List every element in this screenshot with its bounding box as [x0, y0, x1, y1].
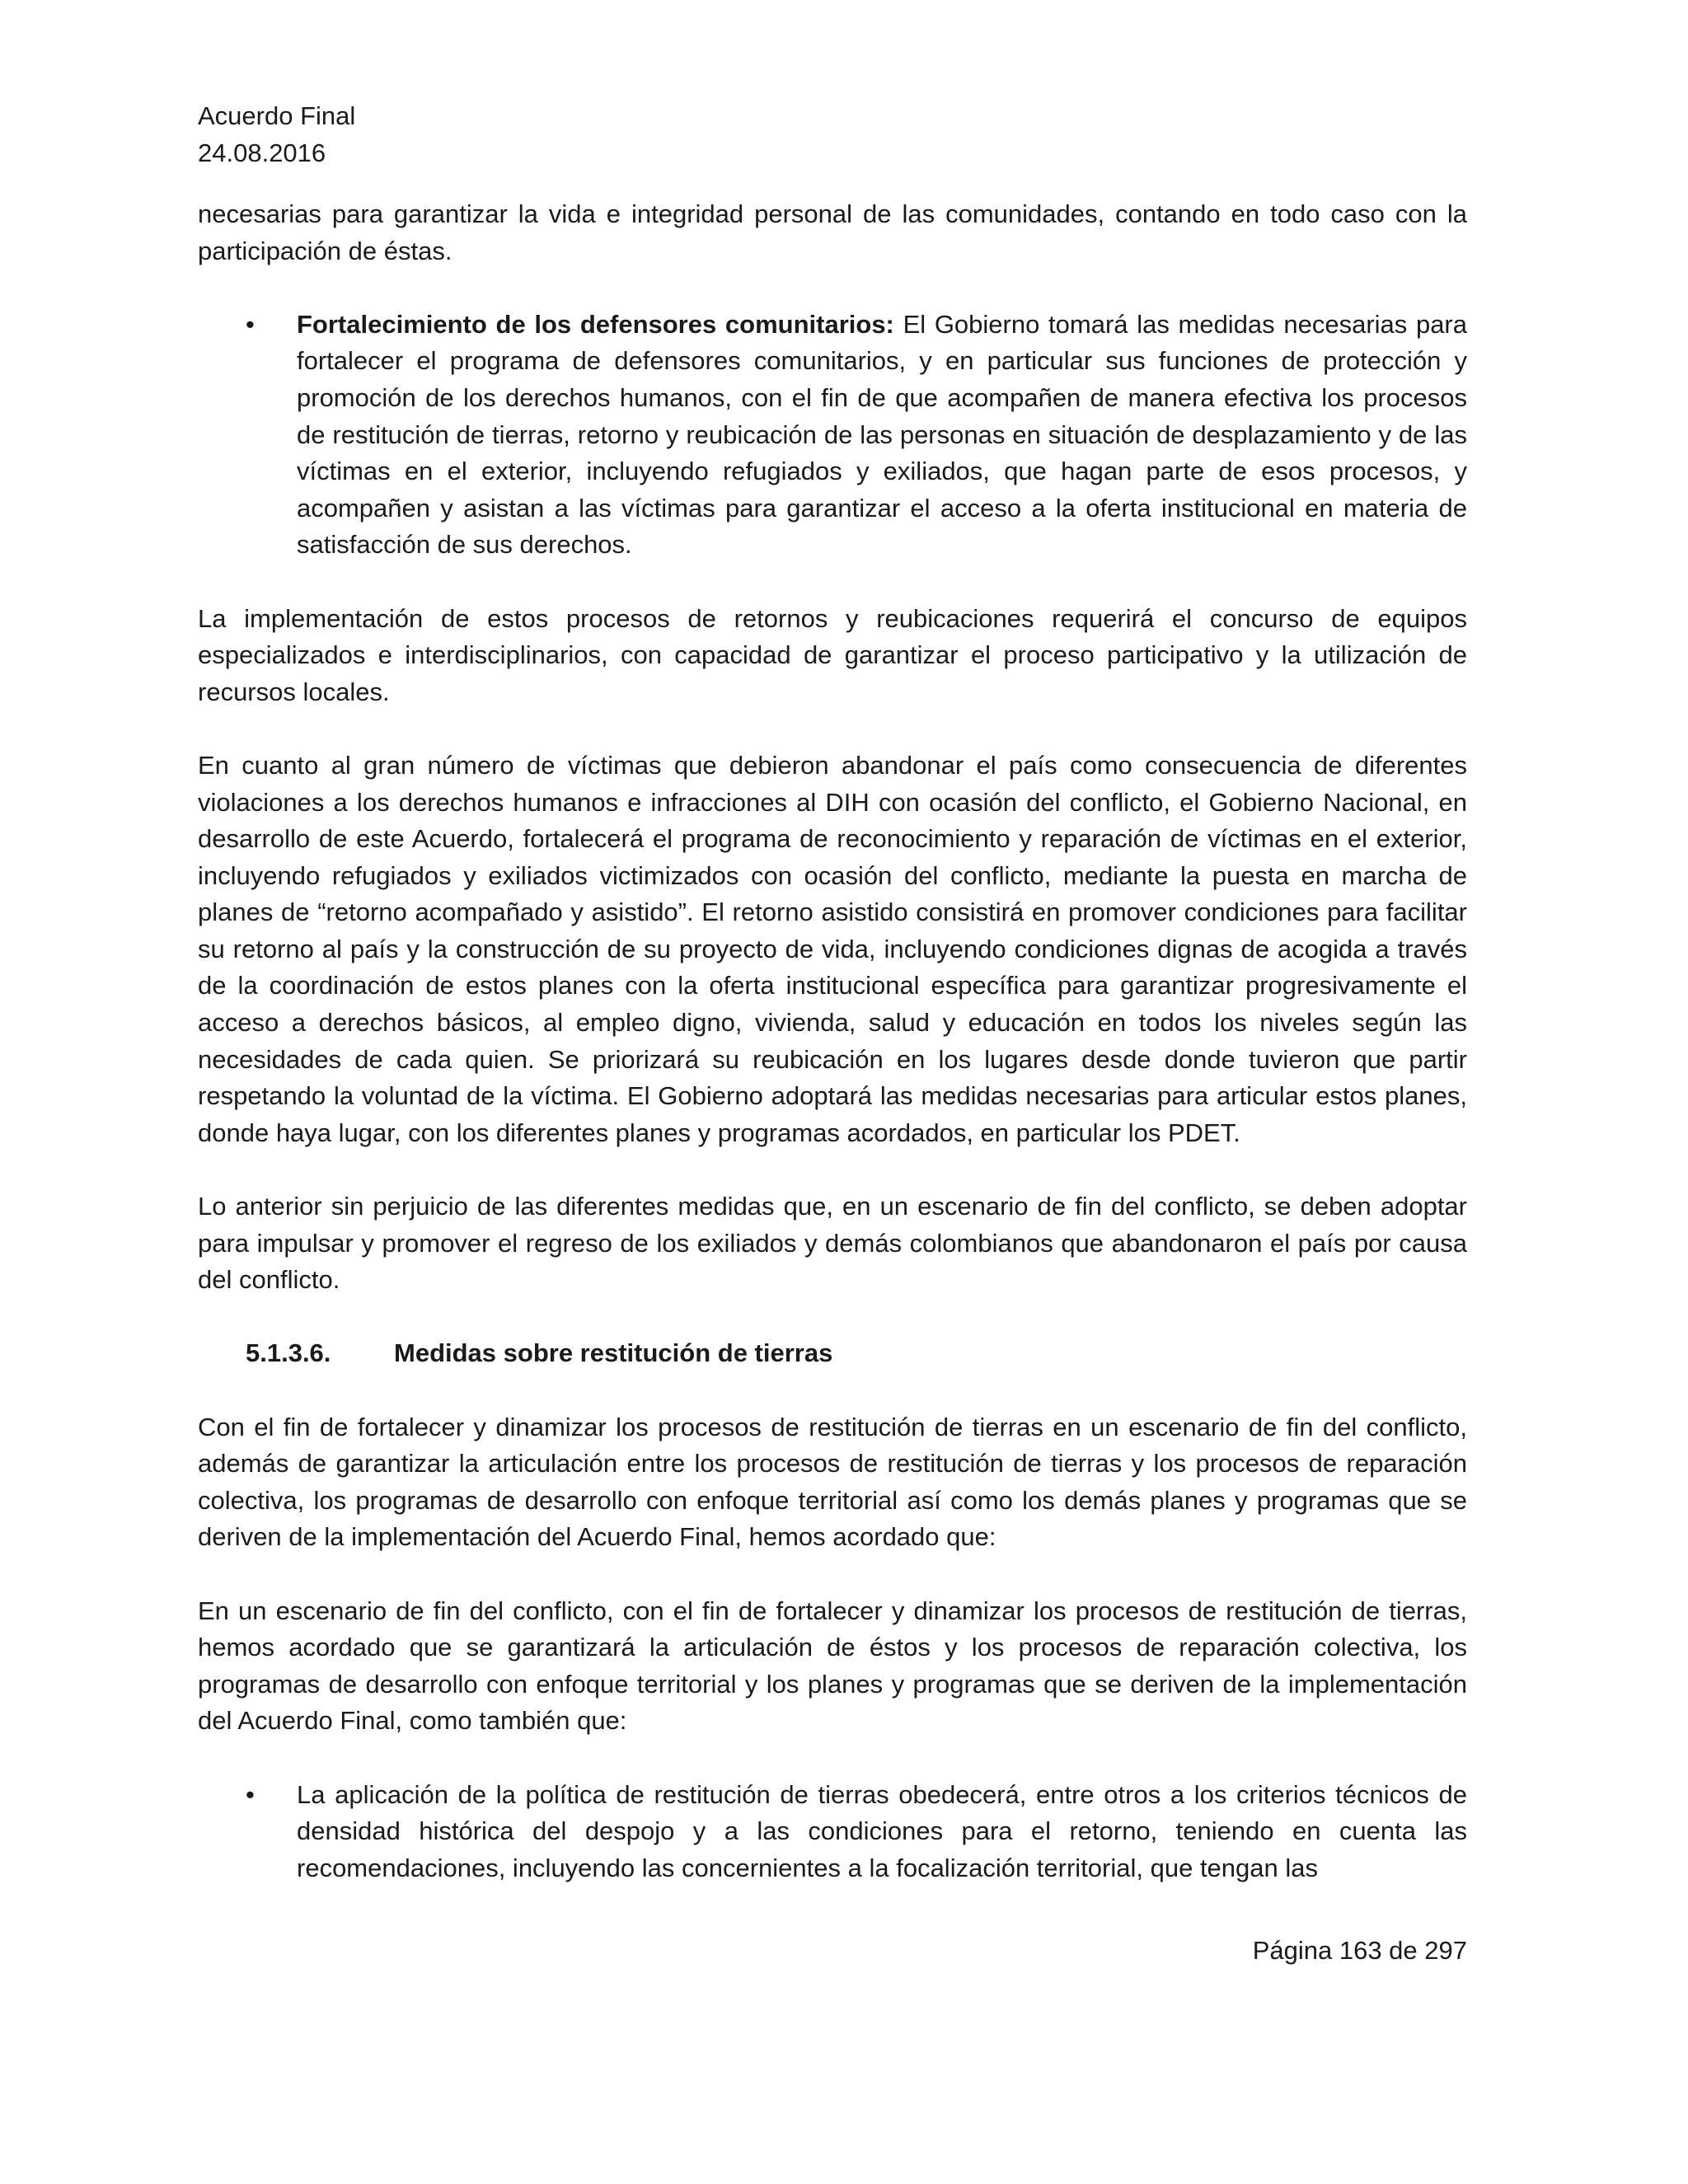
continued-paragraph: necesarias para garantizar la vida e integridad personal de las comunidades, contando en todo caso con la participación de éstas. — [198, 199, 1467, 265]
page-header — [198, 97, 355, 171]
bullet-item-defensores — [246, 307, 1468, 564]
paragraph-fortalecer: Con el fin de fortalecer y dinamizar los procesos de restitución de tierras en un escenario de fin del conflicto, además de garantizar la articulación entre los procesos de restitución de tierras y los procesos de reparación colectiva, los programas de desarrollo con enfoque territorial así como los demás planes y programas que se deriven de la implementación del Acuerdo Final, hemos acordado que: — [198, 1412, 1467, 1552]
document-body — [198, 196, 1467, 1924]
page-number: Página 163 de 297 — [1252, 1936, 1467, 1965]
paragraph-implementacion: La implementación de estos procesos de retornos y reubicaciones requerirá el concurso de equipos especializados e interdisciplinarios, con capacidad de garantizar el proceso participativo y la utilización de recursos locales. — [198, 603, 1467, 706]
bullet-text: El Gobierno tomará las medidas necesarias para fortalecer el programa de defensores comunitarios, y en particular sus funciones de protección y promoción de los derechos humanos, con el fin de que acompañen de manera efectiva los procesos de restitución de tierras, retorno y reubicación de las personas en situación de desplazamiento y de las víctimas en el exterior, incluyendo refugiados y exiliados, que hagan parte de esos procesos, y acompañen y asistan a las víctimas para garantizar el acceso a la oferta institucional en materia de satisfacción de sus derechos. — [297, 309, 1468, 560]
bullet-title: Fortalecimiento de los defensores comunitarios: — [297, 309, 894, 339]
header-date: 24.08.2016 — [198, 138, 326, 167]
paragraph-sin-perjuicio: Lo anterior sin perjuicio de las diferentes medidas que, en un escenario de fin del conflicto, se deben adoptar para impulsar y promover el regreso de los exiliados y demás colombianos que abandonaron el país por causa del conflicto. — [198, 1192, 1467, 1295]
section-number: 5.1.3.6. — [246, 1338, 331, 1368]
section-heading — [246, 1335, 1467, 1372]
section-title: Medidas sobre restitución de tierras — [394, 1338, 833, 1368]
paragraph-escenario: En un escenario de fin del conflicto, con el fin de fortalecer y dinamizar los procesos de restitución de tierras, hemos acordado que se garantizará la articulación de éstos y los procesos de reparación colectiva, los programas de desarrollo con enfoque territorial y los planes y programas que se deriven de la implementación del Acuerdo Final, como también que: — [198, 1596, 1467, 1736]
bullet-text: La aplicación de la política de restitución de tierras obedecerá, entre otros a los criterios técnicos de densidad histórica del despojo y a las condiciones para el retorno, teniendo en cuenta las recomendaciones, incluyendo las concernientes a la focalización territorial, que tengan las — [297, 1779, 1467, 1882]
paragraph-victimas-exterior: En cuanto al gran número de víctimas que debieron abandonar el país como consecuencia de diferentes violaciones a los derechos humanos e infracciones al DIH con ocasión del conflicto, el Gobierno Nacional, en desarrollo de este Acuerdo, fortalecerá el programa de reconocimiento y reparación de víctimas en el exterior, incluyendo refugiados y exiliados victimizados con ocasión del conflicto, mediante la puesta en marcha de planes de “retorno acompañado y asistido”. El retorno asistido consistirá en promover condiciones para facilitar su retorno al país y la construcción de su proyecto de vida, incluyendo condiciones dignas de acogida a través de la coordinación de estos planes con la oferta institucional específica para garantizar progresivamente el acceso a derechos básicos, al empleo digno, vivienda, salud y educación en todos los niveles según las necesidades de cada quien. Se priorizará su reubicación en los lugares desde donde tuvieron que partir respetando la voluntad de la víctima. El Gobierno adoptará las medidas necesarias para articular estos planes, donde haya lugar, con los diferentes planes y programas acordados, en particular los PDET. — [198, 750, 1467, 1147]
bullet-marker: • — [246, 1779, 255, 1809]
bullet-marker: • — [246, 309, 255, 339]
bullet-item-politica — [246, 1777, 1467, 1887]
header-title: Acuerdo Final — [198, 101, 356, 130]
